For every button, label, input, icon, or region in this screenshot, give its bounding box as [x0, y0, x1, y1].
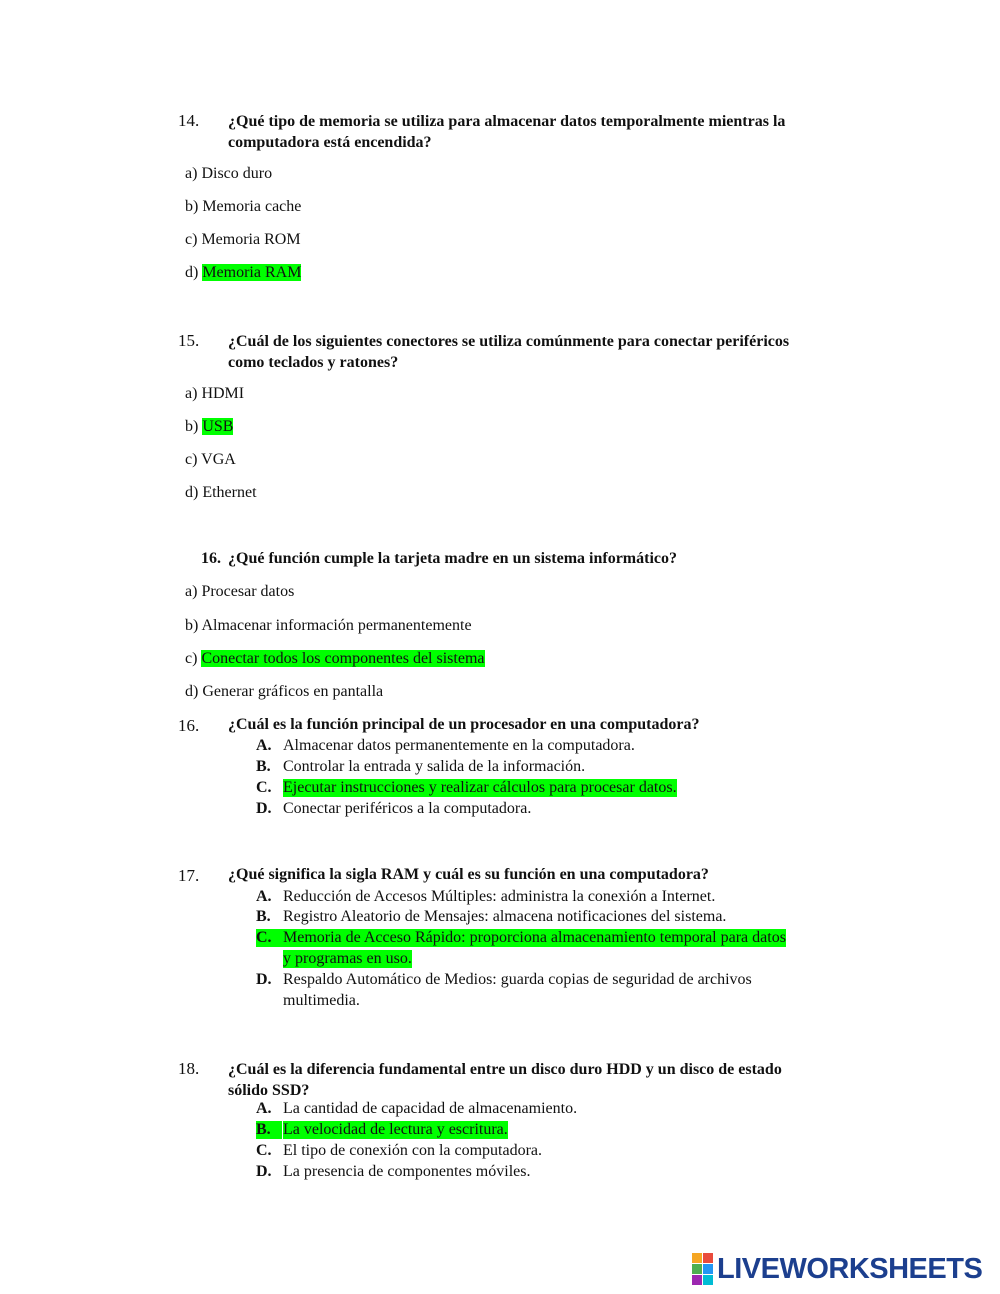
correct-answer-highlight: Ejecutar instrucciones y realizar cálculos para procesar datos.: [283, 779, 677, 796]
logo-tile: [703, 1253, 713, 1263]
question-text-line: ¿Qué tipo de memoria se utiliza para almacenar datos temporalmente mientras la: [228, 113, 786, 130]
correct-answer-highlight: y programas en uso.: [283, 950, 412, 967]
option-a[interactable]: a) Procesar datos: [185, 583, 295, 600]
option-a[interactable]: a) Disco duro: [185, 165, 273, 182]
question-number: 14.: [178, 111, 200, 130]
question-number: 18.: [178, 1059, 200, 1078]
logo-tile: [692, 1264, 702, 1274]
option-C-correct[interactable]: [0, 929, 1000, 971]
option-A[interactable]: A. Almacenar datos permanentemente en la computadora.: [256, 737, 635, 754]
option-B-correct[interactable]: [0, 1121, 1000, 1142]
correct-answer-highlight: Memoria de Acceso Rápido: proporciona almacenamiento temporal para datos: [283, 929, 786, 946]
option-b[interactable]: b) Memoria cache: [185, 198, 302, 215]
question-text: [228, 111, 828, 153]
question-number: 17.: [178, 866, 200, 885]
option-b[interactable]: b) Almacenar información permanentemente: [185, 617, 472, 634]
option-C[interactable]: C. El tipo de conexión con la computadora.: [256, 1142, 543, 1159]
option-d[interactable]: d) Ethernet: [185, 484, 257, 501]
question-text-line: ¿Cuál de los siguientes conectores se utiliza comúnmente para conectar periféricos: [228, 333, 790, 350]
liveworksheets-logo: [692, 1254, 982, 1284]
question-text-line: como teclados y ratones?: [228, 354, 399, 371]
question-number: 16.: [178, 716, 200, 735]
option-D[interactable]: D. Conectar periféricos a la computadora.: [256, 800, 532, 817]
question-number: 16.: [201, 550, 221, 567]
option-d-correct[interactable]: d) Memoria RAM: [185, 264, 302, 281]
question-text: ¿Cuál es la función principal de un procesador en una computadora?: [228, 716, 700, 733]
question-text: [228, 331, 828, 373]
correct-answer-highlight: La velocidad de lectura y escritura.: [283, 1121, 508, 1138]
logo-mark-icon: [692, 1253, 713, 1285]
correct-answer-highlight: C.: [256, 929, 283, 947]
logo-tile: [692, 1253, 702, 1263]
question-text: ¿Qué significa la sigla RAM y cuál es su función en una computadora?: [228, 866, 709, 883]
question-text-line: sólido SSD?: [228, 1082, 310, 1099]
option-b-correct[interactable]: b) USB: [185, 418, 234, 435]
option-B[interactable]: B. Registro Aleatorio de Mensajes: almacena notificaciones del sistema.: [256, 908, 727, 925]
option-D[interactable]: D. Respaldo Automático de Medios: guarda copias de seguridad de archivos multimedia.: [256, 971, 752, 1009]
logo-tile: [703, 1275, 713, 1285]
correct-answer-highlight: B.: [256, 1121, 282, 1139]
correct-answer-highlight: Conectar todos los componentes del sistema: [201, 650, 485, 667]
question-text-line: computadora está encendida?: [228, 134, 432, 151]
option-C-correct[interactable]: C. Ejecutar instrucciones y realizar cálculos para procesar datos.: [256, 779, 677, 796]
option-a[interactable]: a) HDMI: [185, 385, 245, 402]
question-text: ¿Qué función cumple la tarjeta madre en un sistema informático?: [228, 550, 677, 567]
option-d[interactable]: d) Generar gráficos en pantalla: [185, 683, 384, 700]
option-c[interactable]: c) VGA: [185, 451, 236, 468]
logo-tile: [692, 1275, 702, 1285]
option-D[interactable]: D. La presencia de componentes móviles.: [256, 1163, 531, 1180]
question-text: [228, 1059, 848, 1101]
correct-answer-highlight: USB: [202, 418, 234, 435]
option-A[interactable]: A. Reducción de Accesos Múltiples: administra la conexión a Internet.: [256, 888, 716, 905]
question-number: 15.: [178, 331, 200, 350]
option-c[interactable]: c) Memoria ROM: [185, 231, 301, 248]
logo-tile: [703, 1264, 713, 1274]
option-c-correct[interactable]: c) Conectar todos los componentes del sistema: [185, 650, 485, 667]
question-text-line: ¿Cuál es la diferencia fundamental entre un disco duro HDD y un disco de estado: [228, 1061, 782, 1078]
brand-name: LIVEWORKSHEETS: [717, 1252, 983, 1285]
option-A[interactable]: A. La cantidad de capacidad de almacenamiento.: [256, 1100, 578, 1117]
correct-answer-highlight: Memoria RAM: [202, 264, 302, 281]
option-B[interactable]: B. Controlar la entrada y salida de la información.: [256, 758, 586, 775]
